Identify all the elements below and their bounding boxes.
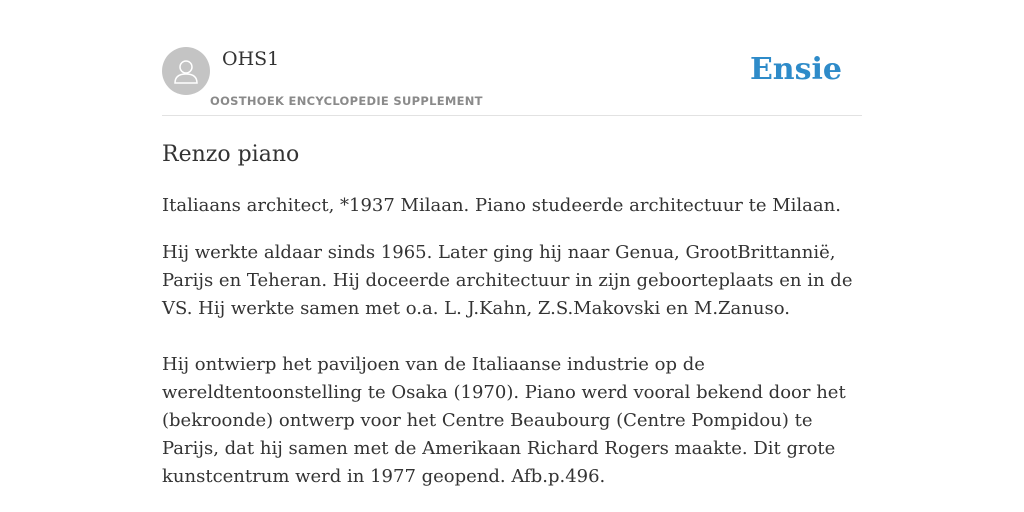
author-name[interactable]: OHS1 [222, 48, 280, 70]
ensie-logo[interactable]: Ensie [749, 52, 842, 87]
article-paragraph: Hij werkte aldaar sinds 1965. Later ging hij naar Genua, GrootBrittannië, Parijs en Teheran. Hij doceerde architectuur in zijn geboorteplaats en in de VS. Hij werkte samen met o.a. L. J.Kahn, Z.S.Makovski en M.Zanuso. Hij ontwierp het paviljoen van de Italiaanse industrie op de wereldtentoonstelling te Osaka (1970). Piano werd vooral bekend door het (bekroonde) ontwerp voor het Centre Beaubourg (Centre Pompidou) te Parijs, dat hij samen met de Amerikaan Richard Rogers maakte. Dit grote kunstcentrum werd in 1977 geopend. Afb.p.496. [162, 242, 853, 487]
article-paragraph: Italiaans architect, *1937 Milaan. Piano studeerde architectuur te Milaan. [162, 195, 841, 216]
user-icon [171, 56, 201, 86]
source-label[interactable]: OOSTHOEK ENCYCLOPEDIE SUPPLEMENT [210, 94, 483, 108]
avatar[interactable] [162, 47, 210, 95]
article-body [162, 192, 862, 510]
header [162, 46, 862, 116]
article-title: Renzo piano [162, 142, 300, 167]
